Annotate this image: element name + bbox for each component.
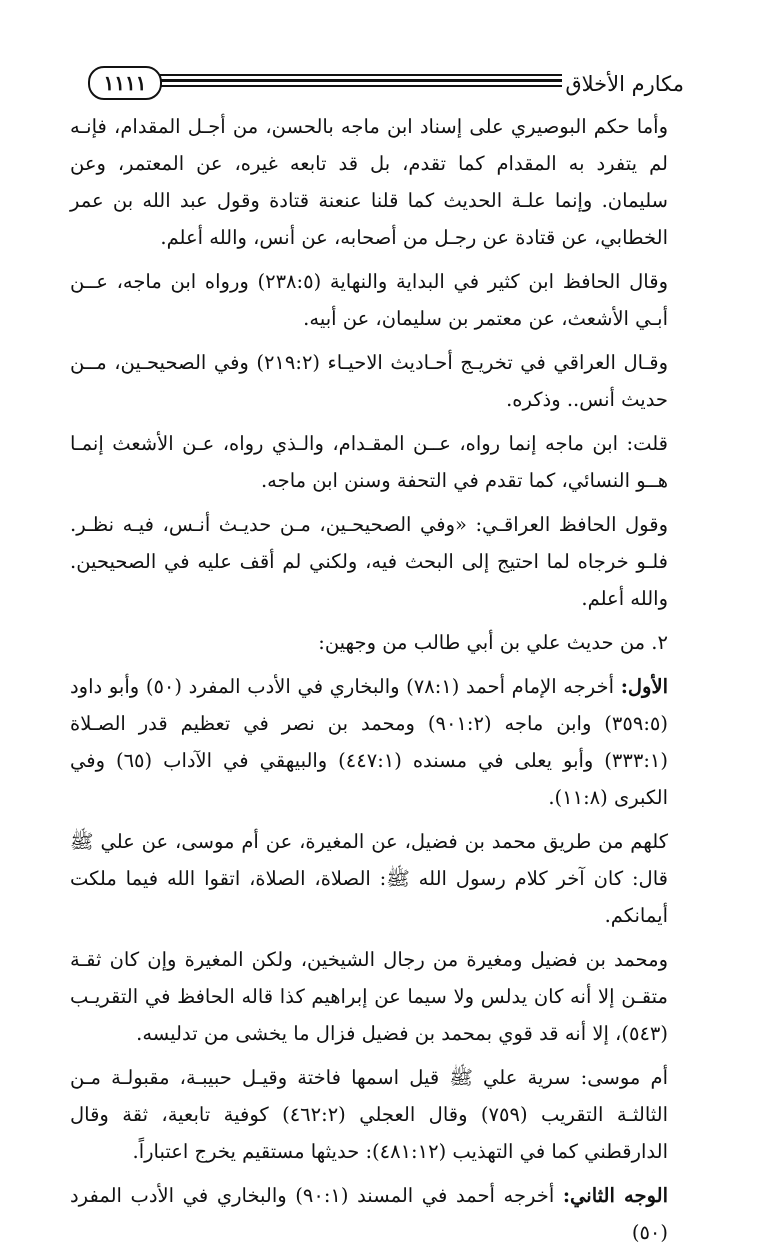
paragraph bbox=[70, 506, 668, 617]
paragraph-text: وقول الحافظ العراقـي: «وفي الصحيحـين، مـن حديـث أنـس، فيـه نظـر. فلـو خرجاه لما احتيج إلى البحث فيه، ولكني لم أقف عليه في الصحيحين. والله أعلم. bbox=[70, 513, 668, 610]
page-number: ١١١١ bbox=[88, 66, 162, 100]
paragraph-text: أخرجه أحمد في المسند (٩٠:١) والبخاري في الأدب المفرد (٥٠) bbox=[70, 1184, 668, 1244]
paragraph bbox=[70, 344, 668, 418]
paragraph-text: ٢. من حديث علي بن أبي طالب من وجهين: bbox=[318, 631, 668, 654]
paragraph-text: ومحمد بن فضيل ومغيرة من رجال الشيخين، ولكن المغيرة وإن كان ثقـة متقـن إلا أنه كان يدلس ولا سيما عن إبراهيم كذا قاله الحافظ في التقريـب (٥٤٣)، إلا أنه قد قوي بمحمد بن فضيل فزال ما يخشى من تدليسه. bbox=[70, 948, 668, 1045]
paragraph bbox=[70, 108, 668, 256]
header-rule bbox=[160, 85, 562, 87]
paragraph-lead: الوجه الثاني: bbox=[562, 1184, 669, 1207]
paragraph bbox=[70, 823, 668, 934]
paragraph-text: أخرجه الإمام أحمد (٧٨:١) والبخاري في الأدب المفرد (٥٠) وأبو داود (٣٥٩:٥) وابن ماجه (٩٠١:٢) ومحمد بن نصر في تعظيم قدر الصـلاة (٣٣٣:١) وأبو يعلى في مسنده (٤٤٧:١) والبيهقي في الآداب (٦٥) وفي الكبرى (١١:٨). bbox=[70, 675, 668, 809]
paragraph-text: أم موسى: سرية علي ﷺ قيل اسمها فاختة وقيـل حبيبـة، مقبولـة مـن الثالثـة التقريب (٧٥٩) وقال العجلي (٤٦٢:٢) كوفية تابعية، ثقة وقال الدارقطني كما في التهذيب (٤٨١:١٢): حديثها مستقيم يخرج اعتباراً. bbox=[70, 1066, 668, 1163]
paragraph bbox=[70, 1177, 668, 1251]
paragraph bbox=[70, 941, 668, 1052]
paragraph bbox=[70, 624, 668, 661]
paragraph-text: كلهم من طريق محمد بن فضيل، عن المغيرة، عن أم موسى، عن علي ﷺ قال: كان آخر كلام رسول الله ﷺ: الصلاة، الصلاة، اتقوا الله فيما ملكت أيمانكم. bbox=[70, 830, 668, 927]
header-rule bbox=[160, 79, 562, 82]
page-body bbox=[70, 108, 668, 1251]
paragraph-text: وأما حكم البوصيري على إسناد ابن ماجه بالحسن، من أجـل المقدام، فإنـه لم يتفرد به المقدام كما تقدم، بل قد تابعه غيره، عن المعتمر، وعن سليمان. وإنما علـة الحديث كما قلنا عنعنة قتادة وقول عبد الله بن عمر الخطابي، عن قتادة عن رجـل من أصحابه، عن أنس، والله أعلم. bbox=[70, 115, 668, 249]
paragraph-text: وقال الحافظ ابن كثير في البداية والنهاية (٢٣٨:٥) ورواه ابن ماجه، عــن أبـي الأشعث، عن معتمر بن سليمان، عن أبيه. bbox=[70, 270, 668, 330]
book-title: مكارم الأخلاق bbox=[565, 72, 684, 96]
paragraph-lead: الأول: bbox=[620, 675, 669, 698]
paragraph-text: قلت: ابن ماجه إنما رواه، عــن المقـدام، والـذي رواه، عـن الأشعث إنمـا هــو النسائي، كما تقدم في التحفة وسنن ابن ماجه. bbox=[70, 432, 668, 492]
page-header bbox=[88, 64, 684, 104]
paragraph bbox=[70, 425, 668, 499]
paragraph-text: وقـال العراقي في تخريـج أحـاديث الاحيـاء (٢١٩:٢) وفي الصحيحـين، مــن حديث أنس.. وذكره. bbox=[70, 351, 668, 411]
paragraph bbox=[70, 668, 668, 816]
paragraph bbox=[70, 1059, 668, 1170]
paragraph bbox=[70, 263, 668, 337]
header-rule bbox=[160, 74, 562, 76]
